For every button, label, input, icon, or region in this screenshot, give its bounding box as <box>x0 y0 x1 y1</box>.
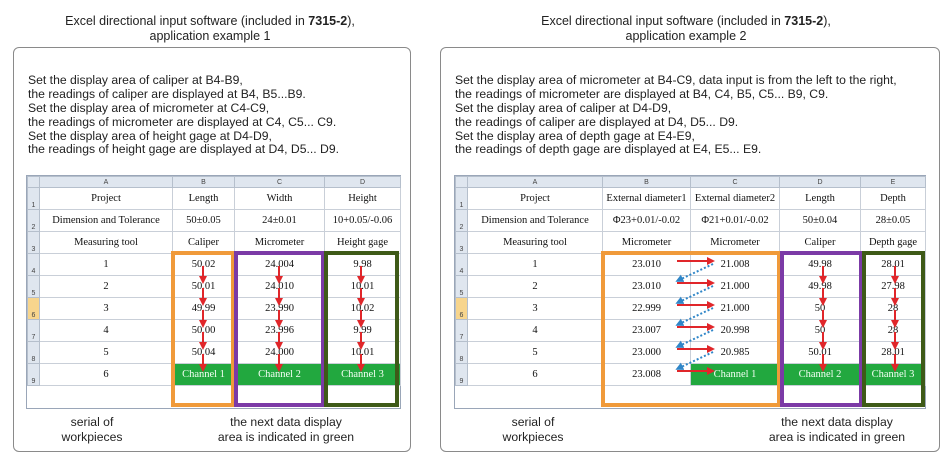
table-row <box>28 188 401 210</box>
panel2-desc-line: Set the display area of depth gage at E4-E9, <box>455 128 695 143</box>
cell[interactable]: Caliper <box>173 232 235 254</box>
caption-line: serial of <box>511 415 555 429</box>
column-header[interactable]: A <box>40 177 173 188</box>
cell[interactable]: Length <box>780 188 861 210</box>
table-row <box>456 232 926 254</box>
cell[interactable]: 23.010 <box>603 276 691 298</box>
row-header[interactable]: 6 <box>456 298 468 320</box>
panel2-desc-line: Set the display area of micrometer at B4-C9, data input is from the left to the right, <box>455 73 897 87</box>
cell[interactable]: 28.01 <box>861 342 926 364</box>
row-header[interactable]: 6 <box>28 298 40 320</box>
panel1-caption-serial <box>42 415 142 445</box>
panel1-desc-line: Set the display area of height gage at D4-D9, <box>28 128 272 143</box>
table-row <box>28 232 401 254</box>
select-all-corner[interactable] <box>456 177 468 188</box>
panel2-description <box>455 74 897 157</box>
table-row <box>456 188 926 210</box>
cell[interactable]: 50±0.04 <box>780 210 861 232</box>
cell[interactable]: 28±0.05 <box>861 210 926 232</box>
caption-line: workpieces <box>61 430 123 444</box>
panel2-caption-green <box>737 415 937 445</box>
cell[interactable]: 6 <box>468 364 603 386</box>
caption-line: area is indicated in green <box>768 430 906 444</box>
table-row <box>28 364 401 386</box>
cell[interactable]: 49.98 <box>780 276 861 298</box>
caption-line: the next data display <box>781 415 893 429</box>
cell[interactable]: 28.01 <box>861 254 926 276</box>
panel1-title-model: 7315-2 <box>308 14 348 28</box>
column-header[interactable]: E <box>861 177 926 188</box>
cell[interactable]: 23.000 <box>603 342 691 364</box>
cell[interactable]: Width <box>235 188 325 210</box>
cell[interactable]: 50 <box>780 298 861 320</box>
cell[interactable]: 50.01 <box>780 342 861 364</box>
panel1-desc-line: the readings of micrometer are displayed at C4, C5... C9. <box>28 114 337 129</box>
cell[interactable]: Project <box>40 188 173 210</box>
cell[interactable]: Depth <box>861 188 926 210</box>
cell[interactable]: 21.000 <box>691 298 780 320</box>
cell[interactable]: Micrometer <box>603 232 691 254</box>
panel1-spreadsheet <box>26 175 401 409</box>
panel1-title-line2: application example 1 <box>149 29 271 43</box>
cell[interactable]: 49.98 <box>780 254 861 276</box>
cell[interactable]: 4 <box>40 320 173 342</box>
cell[interactable]: 24.010 <box>235 276 325 298</box>
cell[interactable]: 10.02 <box>325 298 401 320</box>
row-header[interactable]: 5 <box>28 276 40 298</box>
cell[interactable]: Φ21+0.01/-0.02 <box>691 210 780 232</box>
caption-line: the next data display <box>230 415 342 429</box>
table-row <box>28 320 401 342</box>
row-header[interactable]: 4 <box>456 254 468 276</box>
cell[interactable]: Height <box>325 188 401 210</box>
cell[interactable]: 24.000 <box>235 342 325 364</box>
cell[interactable]: 9.99 <box>325 320 401 342</box>
row-header[interactable]: 1 <box>456 188 468 210</box>
panel2-desc-line: the readings of caliper are displayed at D4, D5... D9. <box>455 114 739 129</box>
panel2-desc-line: Set the display area of caliper at D4-D9, <box>455 100 672 115</box>
row-header[interactable]: 3 <box>456 232 468 254</box>
cell[interactable]: 20.985 <box>691 342 780 364</box>
cell[interactable]: 49.99 <box>173 298 235 320</box>
caption-line: workpieces <box>502 430 564 444</box>
cell[interactable]: Measuring tool <box>468 232 603 254</box>
cell[interactable]: 2 <box>468 276 603 298</box>
cell[interactable]: 28 <box>861 298 926 320</box>
cell[interactable]: 50 <box>780 320 861 342</box>
cell[interactable]: 50.00 <box>173 320 235 342</box>
panel1-sheet-table <box>27 176 401 386</box>
next-channel-cell[interactable]: Channel 2 <box>780 364 861 386</box>
cell[interactable]: 20.998 <box>691 320 780 342</box>
table-row <box>456 320 926 342</box>
cell[interactable]: Dimension and Tolerance <box>40 210 173 232</box>
cell[interactable]: Length <box>173 188 235 210</box>
cell[interactable]: 23.007 <box>603 320 691 342</box>
cell[interactable]: 22.999 <box>603 298 691 320</box>
panel1-caption-green <box>186 415 386 445</box>
cell[interactable]: 5 <box>40 342 173 364</box>
cell[interactable]: 9.98 <box>325 254 401 276</box>
row-header[interactable]: 9 <box>28 364 40 386</box>
table-row <box>28 342 401 364</box>
table-row <box>456 210 926 232</box>
panel2-title-suffix: ), <box>823 14 831 28</box>
row-header[interactable]: 2 <box>28 210 40 232</box>
cell[interactable]: Micrometer <box>691 232 780 254</box>
cell[interactable]: External diameter2 <box>691 188 780 210</box>
panel1-desc-line: the readings of caliper are displayed at B4, B5...B9. <box>28 86 306 101</box>
column-header[interactable]: D <box>325 177 401 188</box>
cell[interactable]: Caliper <box>780 232 861 254</box>
panel1-desc-line: Set the display area of micrometer at C4-C9, <box>28 100 270 115</box>
column-header[interactable]: A <box>468 177 603 188</box>
panel2-spreadsheet <box>454 175 926 409</box>
row-header[interactable]: 9 <box>456 364 468 386</box>
cell[interactable]: 27.98 <box>861 276 926 298</box>
row-header[interactable]: 8 <box>456 342 468 364</box>
row-header[interactable]: 5 <box>456 276 468 298</box>
table-row <box>28 276 401 298</box>
cell[interactable]: 4 <box>468 320 603 342</box>
column-header[interactable]: D <box>780 177 861 188</box>
cell[interactable]: 24.004 <box>235 254 325 276</box>
table-row <box>28 210 401 232</box>
column-header[interactable]: C <box>691 177 780 188</box>
panel2-caption-serial <box>483 415 583 445</box>
cell[interactable]: External diameter1 <box>603 188 691 210</box>
row-header[interactable]: 1 <box>28 188 40 210</box>
panel2-sheet-table <box>455 176 926 386</box>
panel1-title <box>40 14 380 44</box>
table-row <box>456 364 926 386</box>
select-all-corner[interactable] <box>28 177 40 188</box>
cell[interactable]: 21.008 <box>691 254 780 276</box>
panel2-title <box>516 14 856 44</box>
panel1-title-suffix: ), <box>347 14 355 28</box>
next-channel-cell[interactable]: Channel 3 <box>861 364 926 386</box>
next-channel-cell[interactable]: Channel 1 <box>173 364 235 386</box>
table-row <box>456 298 926 320</box>
cell[interactable]: Depth gage <box>861 232 926 254</box>
cell[interactable]: 10.01 <box>325 342 401 364</box>
cell[interactable]: 5 <box>468 342 603 364</box>
column-header-row <box>456 177 926 188</box>
panel2-title-line2: application example 2 <box>625 29 747 43</box>
cell[interactable]: 2 <box>40 276 173 298</box>
table-row <box>456 254 926 276</box>
caption-line: serial of <box>70 415 114 429</box>
panel1-desc-line: the readings of height gage are displayed at D4, D5... D9. <box>28 142 339 157</box>
table-row <box>28 254 401 276</box>
panel2-title-prefix: Excel directional input software (included in <box>541 14 785 28</box>
cell[interactable]: 23.990 <box>235 298 325 320</box>
cell[interactable]: 6 <box>40 364 173 386</box>
next-channel-cell[interactable]: Channel 2 <box>235 364 325 386</box>
caption-line: area is indicated in green <box>217 430 355 444</box>
panel2 <box>440 47 940 452</box>
row-header[interactable]: 7 <box>28 320 40 342</box>
cell[interactable]: 50.04 <box>173 342 235 364</box>
cell[interactable]: 28 <box>861 320 926 342</box>
panel1-description <box>28 74 339 157</box>
cell[interactable]: 50.02 <box>173 254 235 276</box>
cell[interactable]: 21.000 <box>691 276 780 298</box>
table-row <box>456 342 926 364</box>
cell[interactable]: 3 <box>468 298 603 320</box>
cell[interactable]: Dimension and Tolerance <box>468 210 603 232</box>
panel1-desc-line: Set the display area of caliper at B4-B9, <box>28 73 243 87</box>
row-header[interactable]: 7 <box>456 320 468 342</box>
table-row <box>28 298 401 320</box>
panel2-desc-line: the readings of depth gage are displayed at E4, E5... E9. <box>455 142 762 157</box>
row-header[interactable]: 3 <box>28 232 40 254</box>
cell[interactable]: 1 <box>468 254 603 276</box>
next-channel-cell[interactable]: Channel 1 <box>691 364 780 386</box>
cell[interactable]: 1 <box>40 254 173 276</box>
cell[interactable]: 10+0.05/-0.06 <box>325 210 401 232</box>
cell[interactable]: Φ23+0.01/-0.02 <box>603 210 691 232</box>
cell[interactable]: Micrometer <box>235 232 325 254</box>
cell[interactable]: 23.010 <box>603 254 691 276</box>
cell[interactable]: 10.01 <box>325 276 401 298</box>
panel2-desc-line: the readings of micrometer are displayed at B4, C4, B5, C5... B9, C9. <box>455 86 829 101</box>
panel1-title-prefix: Excel directional input software (included in <box>65 14 309 28</box>
cell[interactable]: 23.996 <box>235 320 325 342</box>
table-row <box>456 276 926 298</box>
panel1 <box>13 47 411 452</box>
column-header[interactable]: C <box>235 177 325 188</box>
cell[interactable]: 23.008 <box>603 364 691 386</box>
next-channel-cell[interactable]: Channel 3 <box>325 364 401 386</box>
cell[interactable]: 3 <box>40 298 173 320</box>
column-header[interactable]: B <box>603 177 691 188</box>
row-header[interactable]: 2 <box>456 210 468 232</box>
cell[interactable]: Measuring tool <box>40 232 173 254</box>
column-header-row <box>28 177 401 188</box>
cell[interactable]: Project <box>468 188 603 210</box>
cell[interactable]: 24±0.01 <box>235 210 325 232</box>
cell[interactable]: 50.01 <box>173 276 235 298</box>
cell[interactable]: 50±0.05 <box>173 210 235 232</box>
cell[interactable]: Height gage <box>325 232 401 254</box>
row-header[interactable]: 4 <box>28 254 40 276</box>
column-header[interactable]: B <box>173 177 235 188</box>
panel2-title-model: 7315-2 <box>784 14 824 28</box>
row-header[interactable]: 8 <box>28 342 40 364</box>
